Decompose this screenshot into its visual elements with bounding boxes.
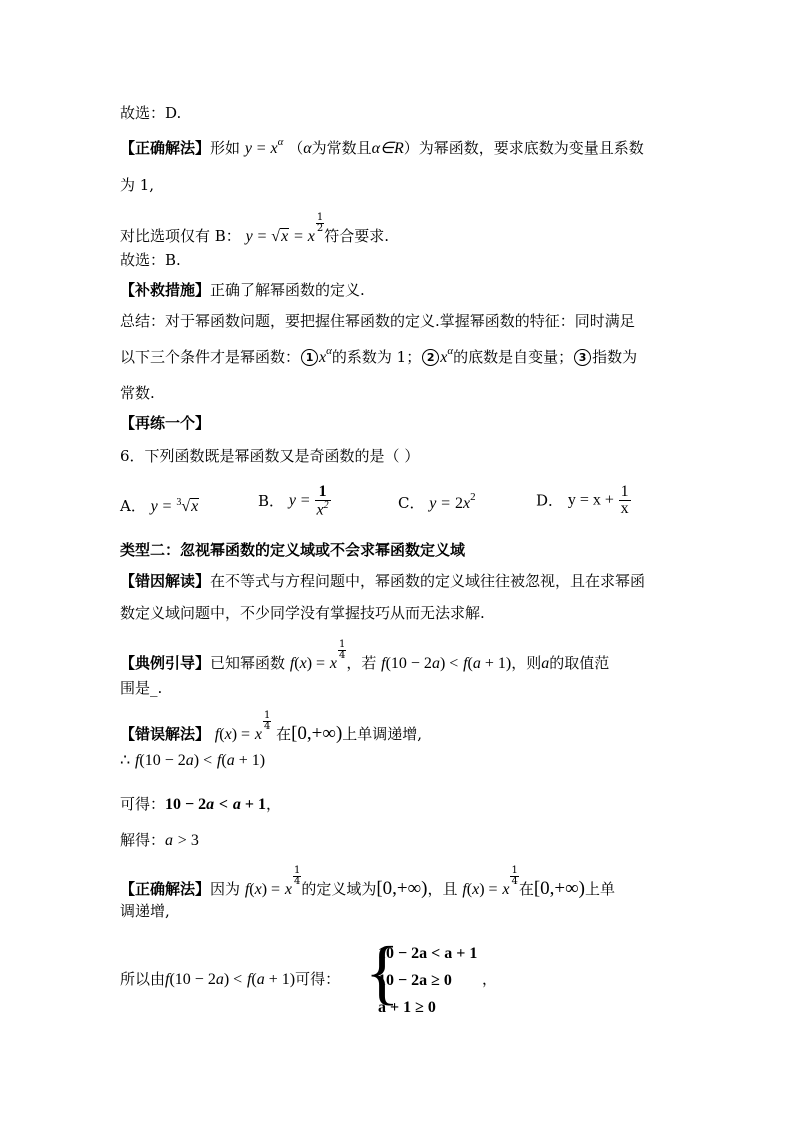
math-line: ∴ f(10 − 2a) < f(a + 1) xyxy=(120,752,266,769)
inequality-system xyxy=(378,940,477,1021)
section-tag: 【正确解法】 xyxy=(120,139,211,157)
text-line: 数定义域问题中，不少同学没有掌握技巧从而无法求解. xyxy=(120,604,485,622)
text-line: 围是_. xyxy=(120,679,163,697)
wrong-solution-line: 【错误解法】 f(x) = x $\frac{1}{4}$ 在[0,+∞)上单调递增, xyxy=(120,710,423,744)
system-intro-line: 所以由f(10 − 2a) < f(a + 1)可得： xyxy=(120,970,341,988)
exponent-fraction: $\frac{1}{2}$ xyxy=(316,212,324,234)
fraction: $\frac{1}{x^2}$ xyxy=(316,483,329,519)
fraction: $\frac{1}{x}$ xyxy=(620,483,629,517)
text-line: 为 1, xyxy=(120,176,155,194)
remedy-line: 【补救措施】正确了解幂函数的定义. xyxy=(120,281,365,299)
answer-line-2: 故选：B. xyxy=(120,251,181,269)
correct-solution-line-2: 【正确解法】因为 f(x) = x $\frac{1}{4}$ 的定义域为[0,+∞)，且 f(x) = x $\frac{1}{4}$ 在[0,+∞)上单 xyxy=(120,865,616,899)
inequality-2: 10 − 2a ≥ 0 xyxy=(378,972,452,989)
section-heading: 【再练一个】 xyxy=(120,414,211,432)
question-line: 6．下列函数既是幂函数又是奇函数的是（ ） xyxy=(120,447,420,465)
system-brace: { xyxy=(365,932,400,1012)
option-d: D． y = x + $\frac{1}{x}$ xyxy=(536,483,629,517)
text-line: 调递增, xyxy=(120,902,170,920)
math-line: 解得：a > 3 xyxy=(120,831,199,849)
trailing-comma: ， xyxy=(482,970,498,988)
summary-line-2: 以下三个条件才是幂函数： 1 $x^\alpha$的系数为 1； 2 $x^\alpha$的底数是自变量； 3 指数为 xyxy=(120,345,638,366)
option-c: C． $y = 2x^2$ xyxy=(398,491,476,512)
inequality-3: a + 1 ≥ 0 xyxy=(378,999,436,1016)
correct-solution-line: 【正确解法】形如 $y = x^\alpha$ （α为常数且α∈R）为幂函数，要求底数为变量且系数 xyxy=(120,136,644,157)
math-expr: y xyxy=(244,140,252,157)
circled-number: 1 xyxy=(301,349,318,366)
text-line: 常数. xyxy=(120,384,155,402)
option-b: B． y = $\frac{1}{x^2}$ xyxy=(258,483,329,519)
circled-number: 2 xyxy=(422,349,439,366)
circled-number: 3 xyxy=(574,349,591,366)
math-line: 可得：10 − 2a < a + 1， xyxy=(120,795,281,813)
text-line: 【错因解读】在不等式与方程问题中，幂函数的定义域往往被忽视，且在求幂函 xyxy=(120,572,646,590)
option-a: A． y = $^3$√x xyxy=(120,497,199,515)
inequality-1: 10 − 2a < a + 1 xyxy=(378,945,478,962)
answer-line-1: 故选：D. xyxy=(120,104,182,122)
example-line: 【典例引导】已知幂函数 f(x) = x $\frac{1}{4}$ ，若 f(10 − 2a) < f(a + 1)，则a的取值范 xyxy=(120,639,610,672)
section-heading: 类型二：忽视幂函数的定义域或不会求幂函数定义域 xyxy=(120,541,466,559)
text-line: 对比选项仅有 B： y = √x = x $\frac{1}{2}$ 符合要求. xyxy=(120,212,390,245)
summary-line: 总结：对于幂函数问题，要把握住幂函数的定义.掌握幂函数的特征：同时满足 xyxy=(120,312,635,330)
